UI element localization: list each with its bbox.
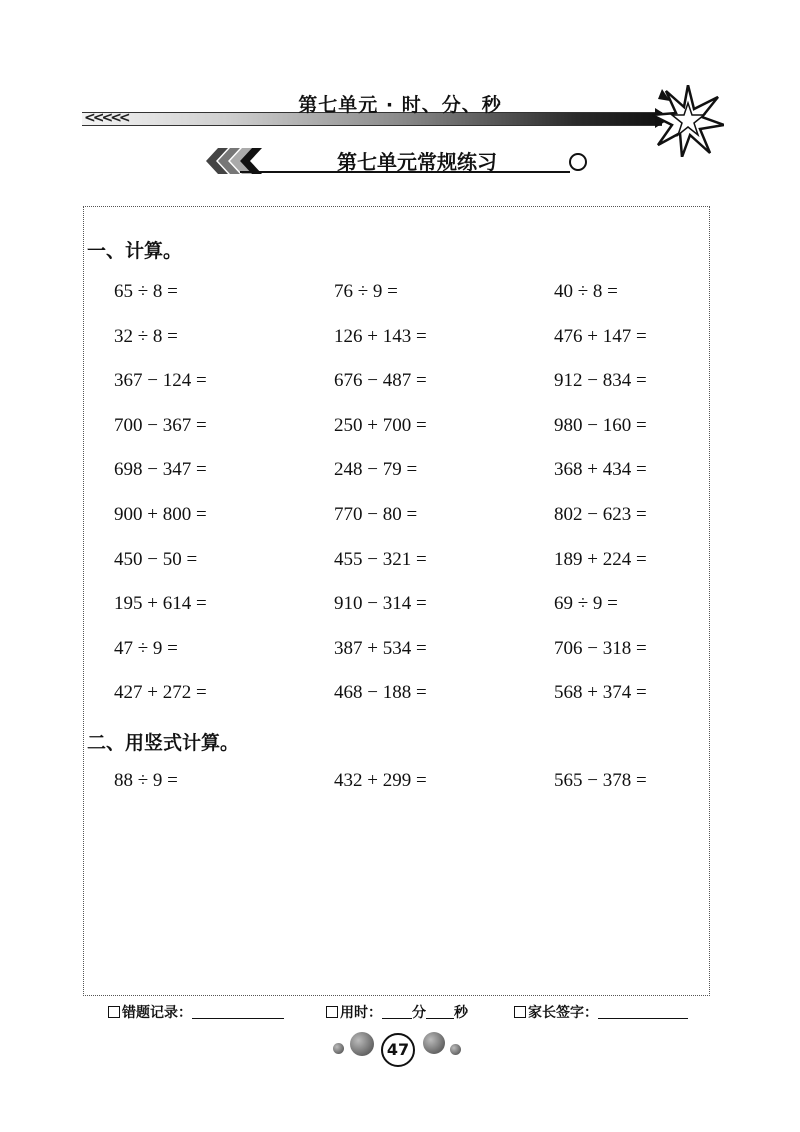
math-problem: 387 + 534 = — [334, 637, 427, 659]
mistakes-record — [108, 1002, 284, 1022]
mistakes-checkbox[interactable] — [108, 1006, 120, 1018]
math-problem: 700 − 367 = — [114, 414, 207, 436]
math-problem: 88 ÷ 9 = — [114, 770, 178, 791]
math-problem: 47 ÷ 9 = — [114, 637, 178, 659]
math-problem: 69 ÷ 9 = — [554, 593, 618, 615]
math-problem: 698 − 347 = — [114, 459, 207, 481]
math-problem: 476 + 147 = — [554, 325, 647, 347]
parent-sign-checkbox[interactable] — [514, 1006, 526, 1018]
math-problem: 910 − 314 = — [334, 593, 427, 615]
time-label: 用时： — [340, 1005, 382, 1021]
math-problem: 65 ÷ 8 = — [114, 281, 178, 302]
math-problem: 770 − 80 = — [334, 504, 418, 525]
mistakes-blank[interactable] — [192, 1006, 284, 1019]
minutes-blank[interactable] — [382, 1006, 412, 1019]
math-problem: 40 ÷ 8 = — [554, 281, 618, 302]
section-title: 第七单元常规练习 — [337, 150, 497, 174]
math-problem: 468 − 188 = — [334, 682, 427, 704]
math-problem: 565 − 378 = — [554, 770, 647, 791]
math-problem: 432 + 299 = — [334, 770, 427, 791]
math-problem: 248 − 79 = — [334, 459, 418, 481]
parent-sign-blank[interactable] — [598, 1006, 688, 1019]
section-circle-icon — [569, 153, 587, 171]
math-problem: 568 + 374 = — [554, 682, 647, 704]
seconds-blank[interactable] — [426, 1006, 454, 1019]
page-number: 47 — [381, 1033, 415, 1067]
footer-dot-icon — [450, 1044, 461, 1055]
math-problem: 676 − 487 = — [334, 370, 427, 392]
math-problem: 76 ÷ 9 = — [334, 281, 398, 302]
parent-sign-label: 家长签字： — [528, 1005, 598, 1021]
time-checkbox[interactable] — [326, 1006, 338, 1018]
star-decoration-icon — [652, 85, 724, 157]
math-problem: 126 + 143 = — [334, 325, 427, 347]
page-header — [0, 0, 800, 200]
footer-dot-icon — [333, 1043, 344, 1054]
footer-dot-icon — [350, 1032, 374, 1056]
math-problem: 455 − 321 = — [334, 548, 427, 570]
math-problem: 367 − 124 = — [114, 370, 207, 392]
parent-signature — [514, 1002, 688, 1022]
section-title-underline — [240, 171, 570, 173]
unit-title: 第七单元 · 时、分、秒 — [298, 94, 502, 116]
math-problem: 32 ÷ 8 = — [114, 325, 178, 347]
seconds-unit: 秒 — [454, 1005, 468, 1021]
math-problem: 189 + 224 = — [554, 548, 647, 570]
section1-heading: 一、计算。 — [87, 240, 183, 262]
math-problem: 250 + 700 = — [334, 414, 427, 436]
footer-dot-icon — [423, 1032, 445, 1054]
math-problem: 980 − 160 = — [554, 414, 647, 436]
math-problem: 450 − 50 = — [114, 548, 198, 570]
time-used — [326, 1002, 468, 1022]
minutes-unit: 分 — [412, 1005, 426, 1021]
math-problem: 368 + 434 = — [554, 459, 647, 481]
header-arrows-icon: <<<<< — [84, 110, 128, 126]
math-problem: 427 + 272 = — [114, 682, 207, 704]
math-problem: 912 − 834 = — [554, 370, 647, 392]
math-problem: 195 + 614 = — [114, 593, 207, 615]
math-problem: 900 + 800 = — [114, 504, 207, 525]
section2-heading: 二、用竖式计算。 — [87, 732, 240, 754]
mistakes-label: 错题记录： — [122, 1005, 192, 1021]
math-problem: 706 − 318 = — [554, 637, 647, 659]
math-problem: 802 − 623 = — [554, 504, 647, 525]
